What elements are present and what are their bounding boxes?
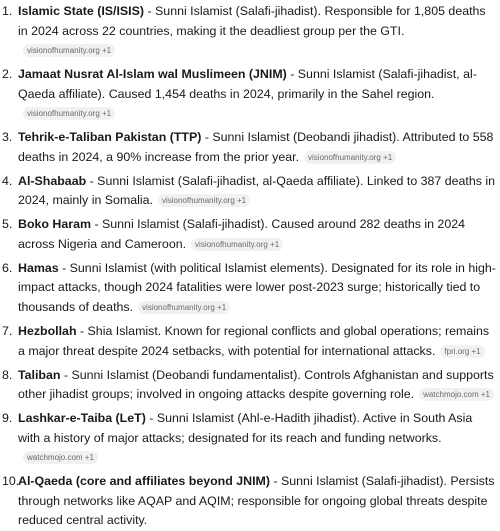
list-item [2,128,496,167]
ranked-group-list [2,2,496,531]
item-number: 1. [2,4,13,18]
group-name: Hamas [18,260,59,275]
group-name: Jamaat Nusrat Al-Islam wal Muslimeen (JNIM) [18,67,287,82]
item-number: 7. [2,324,13,339]
list-item [2,472,496,531]
group-name: Al-Shabaab [18,173,87,188]
group-name: Tehrik-e-Taliban Pakistan (TTP) [18,130,202,145]
source-citation-chip[interactable]: fpri.org +1 [440,345,484,358]
source-citation-chip[interactable]: watchmojo.com +1 [419,388,494,401]
list-item [2,259,496,318]
source-citation-chip[interactable]: watchmojo.com +1 [23,451,98,464]
list-item [2,2,496,61]
source-citation-chip[interactable]: visionofhumanity.org +1 [23,107,115,120]
item-text [18,366,496,405]
group-description: - Sunni Islamist (Salafi-jihadist). Caused around 282 deaths in 2024 across Nigeria and Cameroon. [18,217,465,251]
item-text [18,172,496,211]
source-citation-chip[interactable]: visionofhumanity.org +1 [304,151,396,164]
item-number: 2. [2,67,13,82]
group-description: - Sunni Islamist (Salafi-jihadist). Responsible for 1,805 deaths in 2024 across 22 countries, making it the deadliest group per the GTI. [18,4,486,38]
source-citation-chip[interactable]: visionofhumanity.org +1 [23,44,115,57]
item-number: 10. [2,474,20,489]
group-description: - Sunni Islamist (Salafi-jihadist, al-Qaeda affiliate). Caused 1,454 deaths in 2024, primarily in the Sahel region. [18,67,477,101]
item-text [18,215,496,254]
item-text [18,65,496,124]
list-item [2,409,496,468]
group-description: - Sunni Islamist (Ahl-e-Hadith jihadist). Active in South Asia with a history of major attacks; designated for its reach and funding networks. [18,411,473,445]
group-description: - Sunni Islamist (Salafi-jihadist). Persists through networks like AQAP and AQIM; responsible for ongoing global threats despite reduced central activity. [18,474,495,528]
item-number: 4. [2,173,13,188]
source-citation-chip[interactable]: visionofhumanity.org +1 [138,301,230,314]
item-text [18,409,496,468]
group-description: - Sunni Islamist (Deobandi fundamentalist). Controls Afghanistan and supports other jihadist groups; involved in ongoing attacks despite governing role. [18,367,494,402]
group-description: - Sunni Islamist (Salafi-jihadist, al-Qaeda affiliate). Linked to 387 deaths in 2024, mainly in Somalia. [18,173,496,208]
item-text [18,472,496,531]
item-text [18,322,496,361]
item-number: 3. [2,130,13,145]
group-description: - Sunni Islamist (with political Islamist elements). Designated for its role in high-impact attacks, though 2024 fatalities were lower post-2023 surge; historically tied to thousands of deaths. [18,260,496,314]
list-item [2,65,496,124]
item-text [18,128,496,167]
group-name: Lashkar-e-Taiba (LeT) [18,411,146,426]
item-number: 8. [2,367,13,382]
list-item [2,172,496,211]
list-item [2,215,496,254]
group-name: Hezbollah [18,324,77,339]
source-citation-chip[interactable]: visionofhumanity.org +1 [191,238,283,251]
group-name: Boko Haram [18,217,91,232]
group-name: Islamic State (IS/ISIS) [18,4,145,18]
list-item [2,366,496,405]
source-citation-chip[interactable]: visionofhumanity.org +1 [158,194,250,207]
item-number: 6. [2,260,13,275]
item-number: 5. [2,217,13,232]
group-description: - Sunni Islamist (Deobandi jihadist). Attributed to 558 deaths in 2024, a 90% increase from the prior year. [18,130,494,164]
group-name: Taliban [18,367,61,382]
group-description: - Shia Islamist. Known for regional conflicts and global operations; remains a major threat despite 2024 setbacks, with potential for international attacks. [18,324,490,358]
list-item [2,322,496,361]
item-number: 9. [2,411,13,426]
item-text [18,259,496,318]
group-name: Al-Qaeda (core and affiliates beyond JNIM) [18,474,270,489]
item-text [18,2,496,61]
